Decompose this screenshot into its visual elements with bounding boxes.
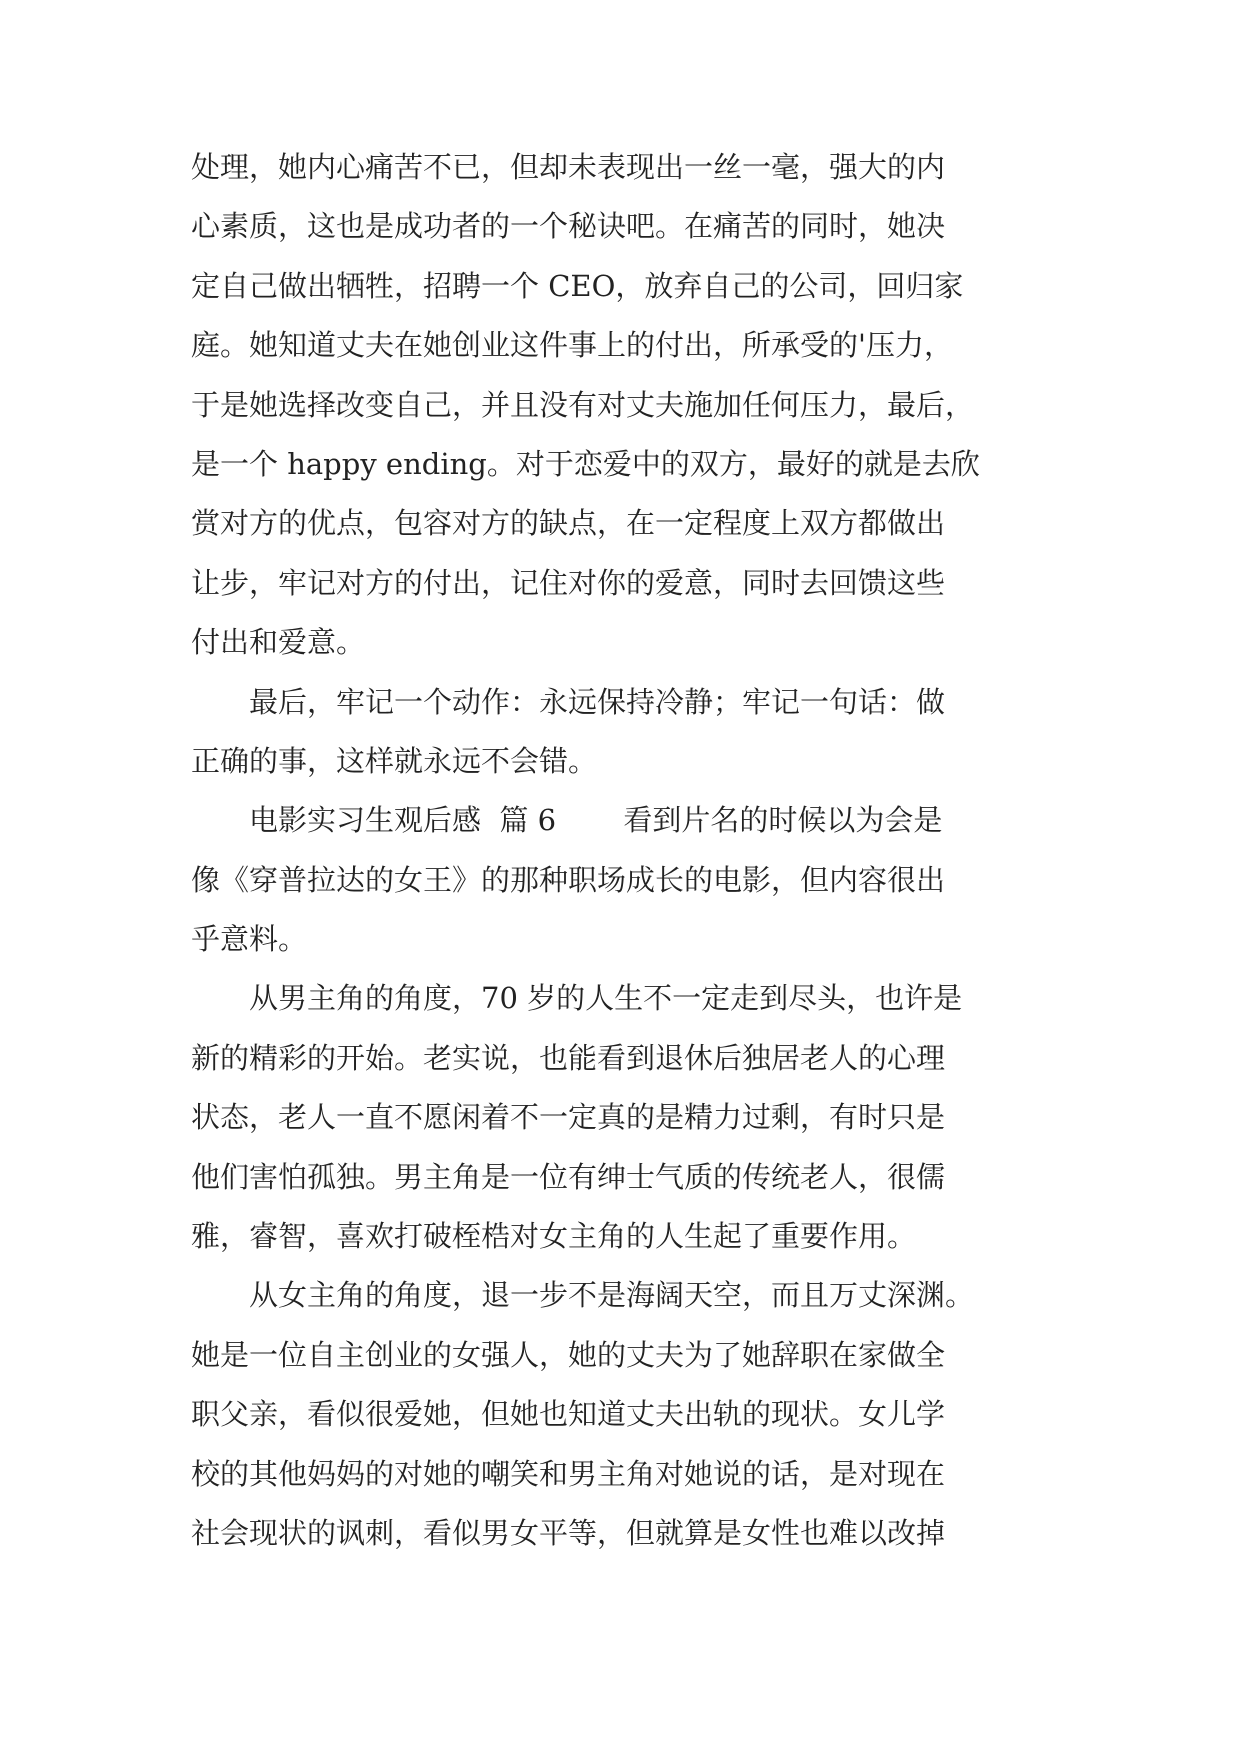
text-line: 像《穿普拉达的女王》的那种职场成长的电影，但内容很出: [191, 862, 946, 897]
text-line: 心素质，这也是成功者的一个秘诀吧。在痛苦的同时，她决: [191, 209, 946, 244]
text-line: 是一个 happy ending。对于恋爱中的双方，最好的就是去欣: [191, 446, 980, 481]
text-line: 庭。她知道丈夫在她创业这件事上的付出，所承受的'压力，: [191, 328, 953, 363]
text-line: 定自己做出牺牲，招聘一个 CEO，放弃自己的公司，回归家: [191, 268, 964, 303]
text-line: 校的其他妈妈的对她的嘲笑和男主角对她说的话，是对现在: [191, 1456, 946, 1491]
text-line: 雅，睿智，喜欢打破桎梏对女主角的人生起了重要作用。: [191, 1219, 917, 1254]
text-line: 付出和爱意。: [191, 625, 366, 660]
text-line: 乎意料。: [191, 922, 308, 957]
section-heading-line: 电影实习生观后感 篇 6 看到片名的时候以为会是: [191, 803, 943, 838]
text-line: 职父亲，看似很爱她，但她也知道丈夫出轨的现状。女儿学: [191, 1397, 946, 1432]
text-line: 于是她选择改变自己，并且没有对丈夫施加任何压力，最后，: [191, 387, 975, 422]
text-line: 赏对方的优点，包容对方的缺点，在一定程度上双方都做出: [191, 506, 946, 541]
text-line: 从男主角的角度，70 岁的人生不一定走到尽头，也许是: [191, 981, 963, 1016]
text-line: 新的精彩的开始。老实说，也能看到退休后独居老人的心理: [191, 1040, 946, 1075]
text-line: 处理，她内心痛苦不已，但却未表现出一丝一毫，强大的内: [191, 150, 946, 184]
text-line: 从女主角的角度，退一步不是海阔天空，而且万丈深渊。: [191, 1278, 975, 1313]
text-line: 最后，牢记一个动作：永远保持冷静；牢记一句话：做: [191, 684, 946, 719]
text-line: 她是一位自主创业的女强人，她的丈夫为了她辞职在家做全: [191, 1337, 946, 1372]
text-line: 状态，老人一直不愿闲着不一定真的是精力过剩，有时只是: [191, 1100, 946, 1135]
text-line: 让步，牢记对方的付出，记住对你的爱意，同时去回馈这些: [191, 565, 946, 600]
text-line: 正确的事，这样就永远不会错。: [191, 743, 598, 778]
body-text: [191, 138, 1061, 1563]
text-line: 他们害怕孤独。男主角是一位有绅士气质的传统老人，很儒: [191, 1159, 946, 1194]
text-line: 社会现状的讽刺，看似男女平等，但就算是女性也难以改掉: [191, 1515, 946, 1550]
